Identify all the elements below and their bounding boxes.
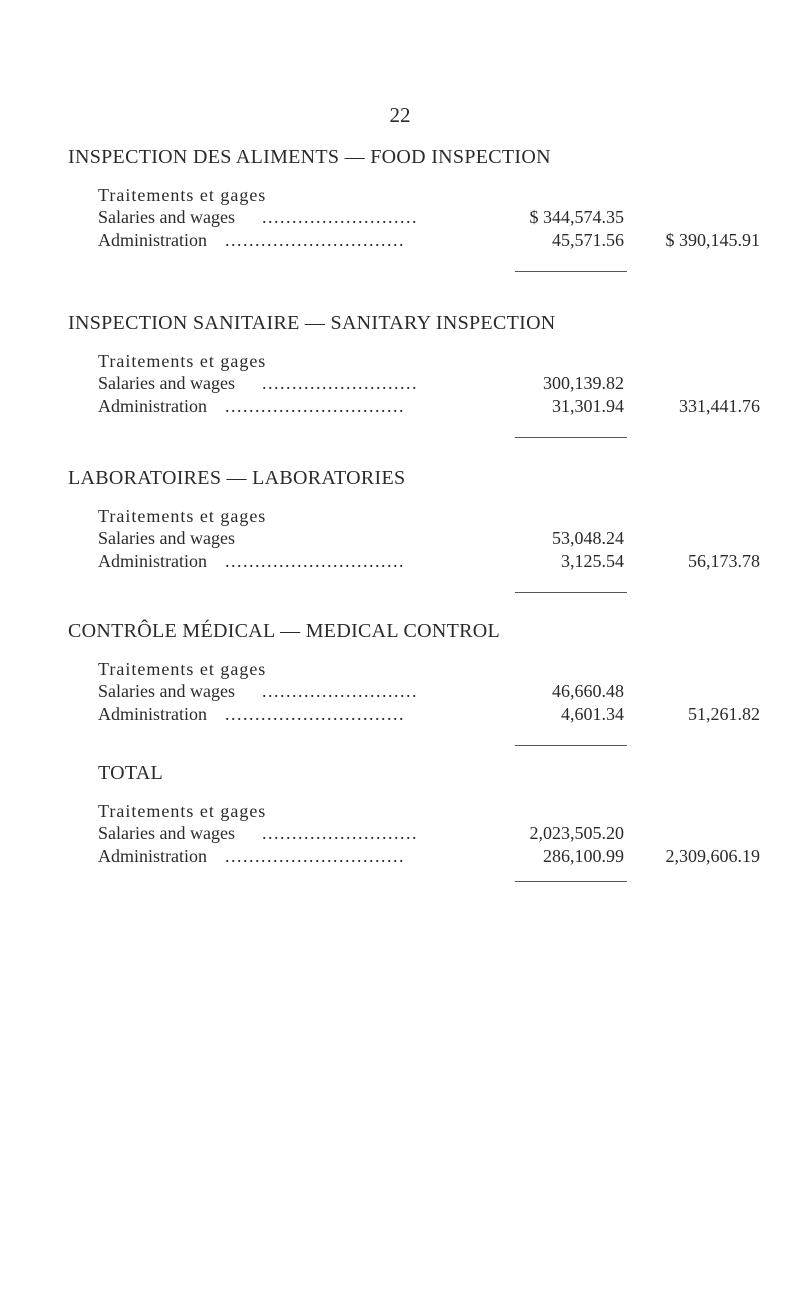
line-item-salaries	[98, 681, 760, 705]
line-item-label: Salaries and wages	[98, 207, 235, 227]
section-heading: TOTAL	[98, 762, 164, 784]
line-item-administration	[98, 230, 760, 254]
section-total: 51,261.82	[688, 704, 760, 724]
line-item-label: Salaries and wages	[98, 373, 235, 393]
dot-leader: ..........................	[262, 681, 418, 701]
line-item-administration	[98, 704, 760, 728]
line-item-amount: 286,100.99	[543, 846, 624, 866]
line-item-amount: $ 344,574.35	[529, 207, 624, 227]
section-total: 2,309,606.19	[665, 846, 760, 866]
line-item-label: Administration	[98, 704, 207, 724]
line-item-label: Administration	[98, 846, 207, 866]
dot-leader: ..........................	[262, 373, 418, 393]
section-heading: INSPECTION SANITAIRE — SANITARY INSPECTION	[68, 312, 556, 334]
line-item-salaries	[98, 823, 760, 847]
subtotal-rule	[515, 592, 627, 593]
line-item-administration	[98, 396, 760, 420]
dot-leader: ..............................	[225, 551, 405, 571]
subtotal-rule	[515, 437, 627, 438]
section-subheading: Traitements et gages	[98, 185, 267, 205]
section-subheading: Traitements et gages	[98, 801, 267, 821]
section-sanitary-inspection	[0, 312, 800, 492]
dot-leader: ..............................	[225, 704, 405, 724]
line-item-salaries	[98, 207, 760, 231]
section-heading: LABORATOIRES — LABORATORIES	[68, 467, 406, 489]
page-number: 22	[389, 103, 411, 127]
line-item-label: Salaries and wages	[98, 528, 235, 548]
line-item-salaries	[98, 528, 760, 552]
line-item-amount: 3,125.54	[561, 551, 624, 571]
section-heading: CONTRÔLE MÉDICAL — MEDICAL CONTROL	[68, 620, 501, 642]
line-item-label: Administration	[98, 396, 207, 416]
line-item-amount: 53,048.24	[552, 528, 624, 548]
section-subheading: Traitements et gages	[98, 351, 267, 371]
subtotal-rule	[515, 271, 627, 272]
dot-leader: ..............................	[225, 230, 405, 250]
line-item-administration	[98, 551, 760, 575]
subtotal-rule	[515, 881, 627, 882]
dot-leader: ..............................	[225, 846, 405, 866]
section-total: 56,173.78	[688, 551, 760, 571]
line-item-label: Salaries and wages	[98, 823, 235, 843]
subtotal-rule	[515, 745, 627, 746]
line-item-amount: 2,023,505.20	[529, 823, 624, 843]
dot-leader: ..............................	[225, 396, 405, 416]
line-item-label: Salaries and wages	[98, 681, 235, 701]
line-item-amount: 45,571.56	[552, 230, 624, 250]
section-heading: INSPECTION DES ALIMENTS — FOOD INSPECTION	[68, 146, 551, 168]
line-item-amount: 300,139.82	[543, 373, 624, 393]
line-item-label: Administration	[98, 551, 207, 571]
section-total-summary	[0, 762, 800, 942]
section-total: 331,441.76	[679, 396, 760, 416]
line-item-salaries	[98, 373, 760, 397]
line-item-amount: 46,660.48	[552, 681, 624, 701]
section-total: $ 390,145.91	[665, 230, 760, 250]
section-food-inspection	[0, 146, 800, 326]
dot-leader: ..........................	[262, 823, 418, 843]
section-subheading: Traitements et gages	[98, 659, 267, 679]
line-item-administration	[98, 846, 760, 870]
section-subheading: Traitements et gages	[98, 506, 267, 526]
line-item-amount: 4,601.34	[561, 704, 624, 724]
line-item-label: Administration	[98, 230, 207, 250]
dot-leader: ..........................	[262, 207, 418, 227]
line-item-amount: 31,301.94	[552, 396, 624, 416]
